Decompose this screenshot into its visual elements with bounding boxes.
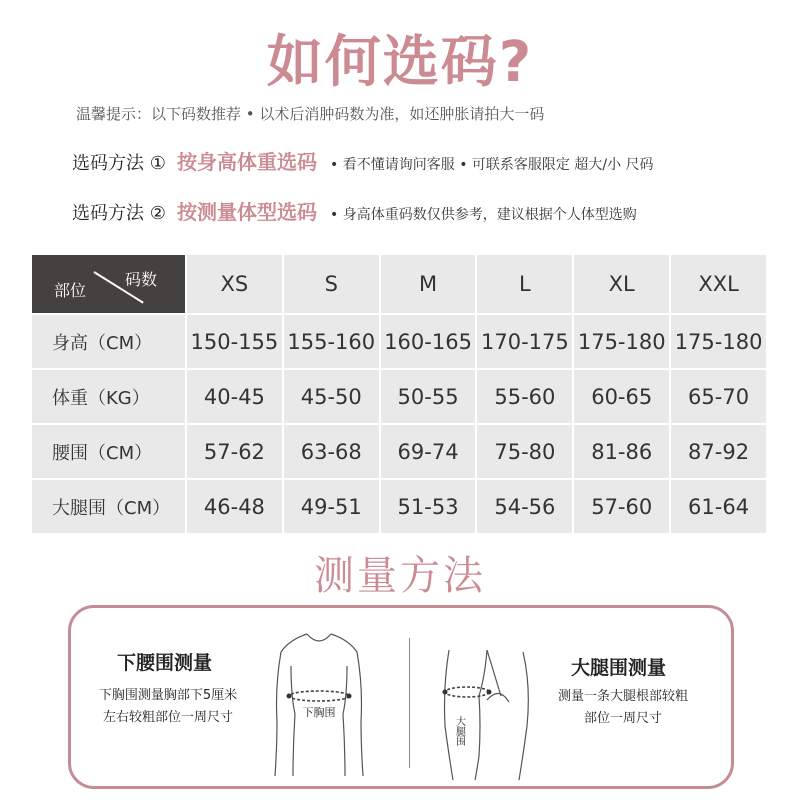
table-row [32,315,766,368]
page-title: 如何选码? [266,30,534,95]
table-row [32,425,766,478]
torso-illustration-icon [269,626,369,778]
thigh-measure-desc [543,686,703,730]
table-cell: 55-60 [477,370,572,423]
table-cell: 51-53 [381,480,476,533]
size-header-m: M [381,255,476,313]
measure-panel [68,605,734,789]
method-2-label: 选码方法 ② [72,203,166,224]
table-cell: 45-50 [284,370,379,423]
row-label: 大腿围（CM） [32,480,185,533]
size-header-xl: XL [574,255,669,313]
table-cell: 65-70 [671,370,766,423]
row-label: 腰围（CM） [32,425,185,478]
method-1-highlight: 按身高体重选码 [176,150,317,174]
tip-text: 温馨提示：以下码数推荐 • 以术后消肿码数为准，如还肿胀请拍大一码 [76,105,545,123]
waist-measure-title: 下腰围测量 [117,652,213,674]
size-header-s: S [284,255,379,313]
table-cell: 40-45 [187,370,282,423]
table-cell: 49-51 [284,480,379,533]
table-cell: 50-55 [381,370,476,423]
table-cell: 81-86 [574,425,669,478]
row-label: 身高（CM） [32,315,185,368]
method-1-label: 选码方法 ① [72,153,166,174]
table-corner-cell [32,255,185,313]
table-cell: 46-48 [187,480,282,533]
waist-measure-desc [89,685,247,729]
method-2-note: • 身高体重码数仅供参考，建议根据个人体型选购 [330,207,637,223]
size-table [30,253,768,535]
method-2-highlight: 按测量体型选码 [176,200,317,224]
table-cell: 155-160 [284,315,379,368]
corner-part-label: 部位 [54,281,87,300]
table-cell: 75-80 [477,425,572,478]
torso-label: 下胸围 [302,706,336,719]
size-header-xxl: XXL [671,255,766,313]
table-row [32,370,766,423]
table-cell: 54-56 [477,480,572,533]
table-cell: 175-180 [574,315,669,368]
corner-size-label: 码数 [124,270,157,289]
row-label: 体重（KG） [32,370,185,423]
waist-desc-line-1: 下胸围测量胸部下5厘米 [98,688,238,703]
method-1-note: • 看不懂请询问客服 • 可联系客服限定 超大/小 尺码 [330,157,654,173]
thigh-desc-line-1: 测量一条大腿根部较粗 [557,689,688,704]
table-cell: 57-62 [187,425,282,478]
table-cell: 69-74 [381,425,476,478]
size-header-xs: XS [187,255,282,313]
table-cell: 150-155 [187,315,282,368]
table-row [32,480,766,533]
table-cell: 160-165 [381,315,476,368]
table-cell: 87-92 [671,425,766,478]
thigh-desc-line-2: 部位一周尺寸 [583,711,662,726]
thigh-measure-title: 大腿围测量 [571,657,667,679]
table-cell: 57-60 [574,480,669,533]
waist-desc-line-2: 左右较粗部位一周尺寸 [102,710,233,725]
method-1 [72,146,654,175]
measure-title: 测量方法 [314,553,486,599]
table-cell: 60-65 [574,370,669,423]
thigh-illustration-icon [439,646,539,781]
method-2 [72,196,637,225]
table-cell: 175-180 [671,315,766,368]
size-header-l: L [477,255,572,313]
table-cell: 170-175 [477,315,572,368]
thigh-label: 大腿围 [453,716,465,746]
table-cell: 63-68 [284,425,379,478]
table-header-row [32,255,766,313]
panel-divider [409,638,410,768]
table-cell: 61-64 [671,480,766,533]
